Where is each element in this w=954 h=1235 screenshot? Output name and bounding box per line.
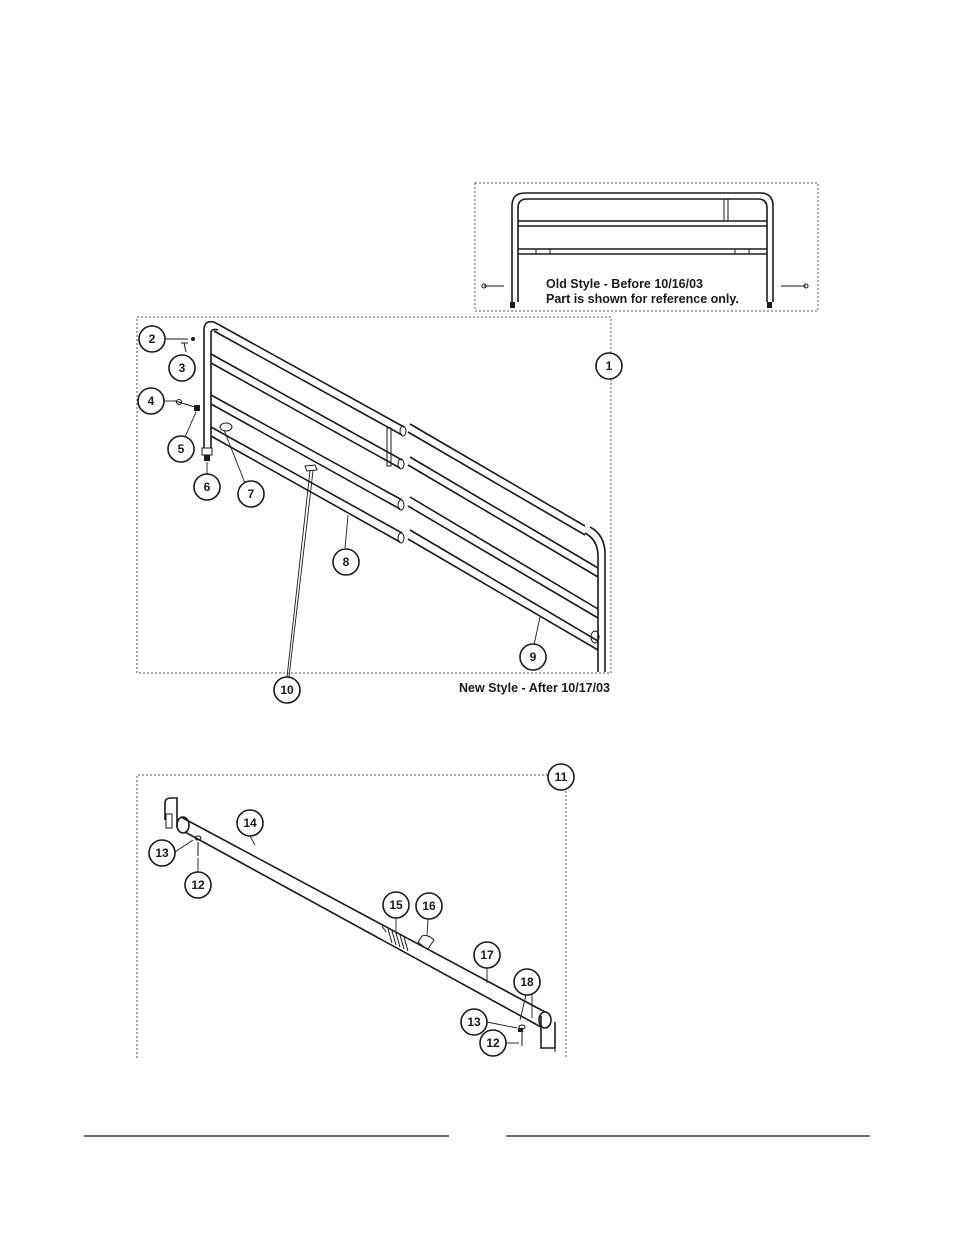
old-style-panel	[475, 183, 818, 311]
callout-10	[274, 677, 300, 703]
callout-12-top	[185, 872, 211, 898]
svg-text:9: 9	[529, 650, 537, 664]
callout-14	[237, 810, 263, 836]
callout-4	[138, 388, 164, 414]
callout-12-bottom	[480, 1030, 506, 1056]
callout-3	[169, 355, 195, 381]
old-style-caption-line2: Part is shown for reference only.	[546, 292, 739, 306]
svg-text:3: 3	[178, 361, 186, 375]
svg-text:7: 7	[247, 487, 255, 501]
svg-text:13: 13	[467, 1015, 481, 1029]
svg-text:13: 13	[155, 846, 169, 860]
callout-18	[514, 969, 540, 995]
callout-5	[168, 436, 194, 462]
svg-text:14: 14	[243, 816, 257, 830]
svg-text:6: 6	[203, 480, 211, 494]
callout-1	[596, 353, 622, 379]
callout-2	[139, 326, 165, 352]
callout-9	[520, 644, 546, 670]
svg-text:11: 11	[554, 770, 568, 784]
svg-text:2: 2	[148, 332, 156, 346]
callout-16	[416, 893, 442, 919]
callout-7	[238, 481, 264, 507]
svg-text:8: 8	[342, 555, 350, 569]
svg-text:4: 4	[147, 394, 155, 408]
callout-13-top	[149, 840, 175, 866]
svg-text:5: 5	[177, 442, 185, 456]
assembly-frame	[137, 775, 566, 1058]
callout-13-bottom	[461, 1009, 487, 1035]
callout-11	[548, 764, 574, 790]
svg-text:16: 16	[422, 899, 436, 913]
svg-text:18: 18	[520, 975, 534, 989]
svg-text:12: 12	[486, 1036, 500, 1050]
callout-15	[383, 892, 409, 918]
callout-6	[194, 474, 220, 500]
svg-text:17: 17	[480, 948, 494, 962]
new-style-panel	[137, 317, 622, 703]
svg-text:15: 15	[389, 898, 403, 912]
svg-text:10: 10	[280, 683, 294, 697]
assembly-bar	[165, 798, 555, 1052]
new-style-caption: New Style - After 10/17/03	[459, 681, 610, 695]
svg-text:1: 1	[605, 359, 613, 373]
svg-text:12: 12	[191, 878, 205, 892]
callout-17	[474, 942, 500, 968]
old-style-caption-line1: Old Style - Before 10/16/03	[546, 277, 704, 291]
assembly-panel	[137, 764, 574, 1058]
callout-8	[333, 549, 359, 575]
